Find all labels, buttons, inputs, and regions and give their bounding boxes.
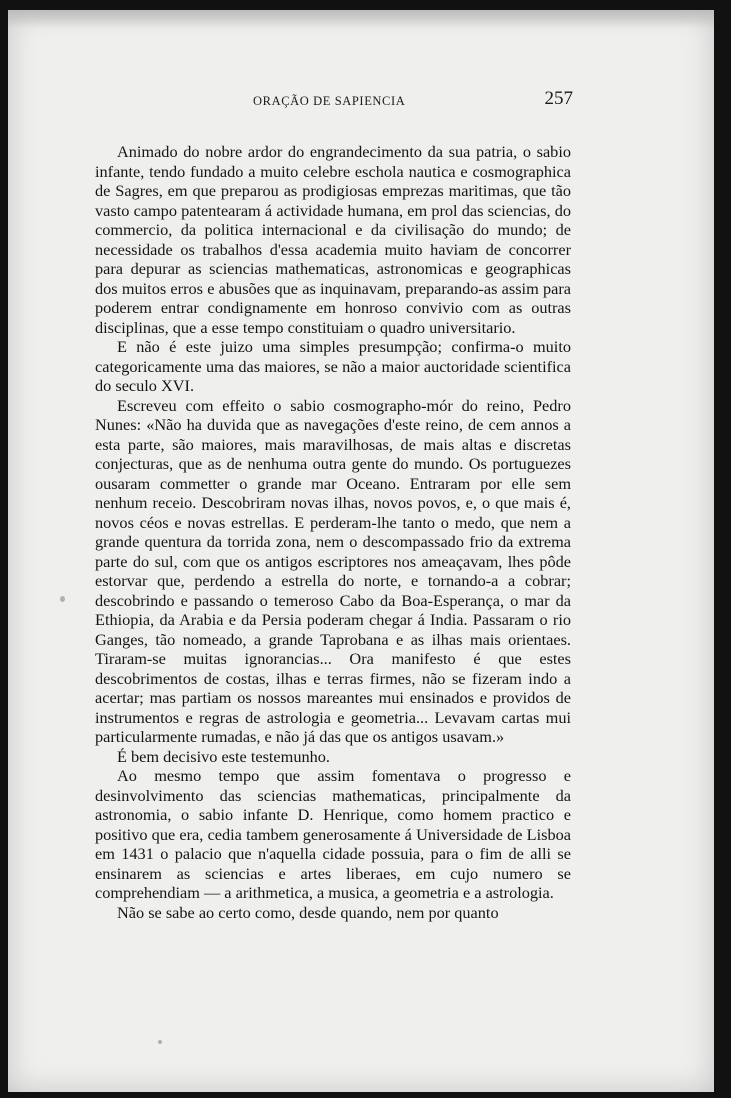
paper-speck [60,596,65,602]
century-numeral: XVI [161,376,190,395]
paragraph-6: Não se sabe ao certo como, desde quando, nem por quanto [117,902,499,922]
page-number: 257 [544,88,573,109]
page-header [98,88,573,116]
paragraph-1: Animado do nobre ardor do engrandecimento da sua patria, o sabio infante, tendo fundado a muito celebre eschola nautica e cosmographica de Sagres, em que preparou as prodigiosas emprezas maritimas, que tão vasto campo patentearam á actividade humana, em prol das sciencias, do commercio, da politica internacional e da civilisação do mundo; de necessidade os trabalhos d'essa academia muito haviam de concorrer para depurar as sciencias mathematicas, astronomicas e geographicas dos muitos erros e abusões que as inquinavam, preparando-as assim para poderem entrar condignamente em honroso convivio com as outras disciplinas, que a esse tempo constituiam o quadro universitario. [95,142,571,337]
paper-speck [158,1040,162,1044]
running-title: ORAÇÃO DE SAPIENCIA [253,94,406,108]
paragraph-2 [95,337,571,396]
body-text [95,142,571,922]
paragraph-5: Ao mesmo tempo que assim fomentava o progresso e desinvolvimento das sciencias mathematicas, principalmente da astronomia, o sabio infante D. Henrique, como homem practico e positivo que era, cedia tambem generosamente á Universidade de Lisboa em 1431 o palacio que n'aquella cidade possuia, para o fim de alli se ensinarem as sciencias e artes liberaes, em cujo numero se comprehendiam — a arithmetica, a musica, a geometria e a astrologia. [95,766,571,902]
paragraph-3: Escreveu com effeito o sabio cosmographo-mór do reino, Pedro Nunes: «Não ha duvida que as navegações d'este reino, de cem annos a esta parte, são maiores, mais maravilhosas, de mais altas e discretas conjecturas, que as de nenhuma outra gente do mundo. Os portuguezes ousaram commetter o grande mar Oceano. Entraram por elle sem nenhum receio. Descobriram novas ilhas, novos povos, e, o que mais é, novos céos e novas estrellas. E perderam-lhe tanto o medo, que nem a grande quentura da torrida zona, nem o descompassado frio da extrema parte do sul, com que os antigos escriptores nos ameaçavam, lhes pôde estorvar que, perdendo a estrella do norte, e tornando-a a cobrar; descobrindo e passando o temeroso Cabo da Boa-Esperança, o mar da Ethiopia, da Arabia e da Persia poderam chegar á India. Passaram o rio Ganges, tão nomeado, a grande Taprobana e as ilhas mais orientaes. Tiraram-se muitas ignorancias... Ora manifesto é que estes descobrimentos de costas, ilhas e terras firmes, não se fizeram indo a acertar; mas partiam os nossos mareantes mui ensinados e providos de instrumentos e regras de astrologia e geometria... Levavam cartas mui particularmente rumadas, e não já das que os antigos usavam.» [95,395,571,746]
paragraph-2-end: . [189,376,195,395]
paragraph-4: É bem decisivo este testemunho. [117,746,330,766]
paragraph-2-text: E não é este juizo uma simples presumpção; confirma-o muito categoricamente uma das maiores, se não a maior auctoridade scientifica do seculo [95,337,571,395]
